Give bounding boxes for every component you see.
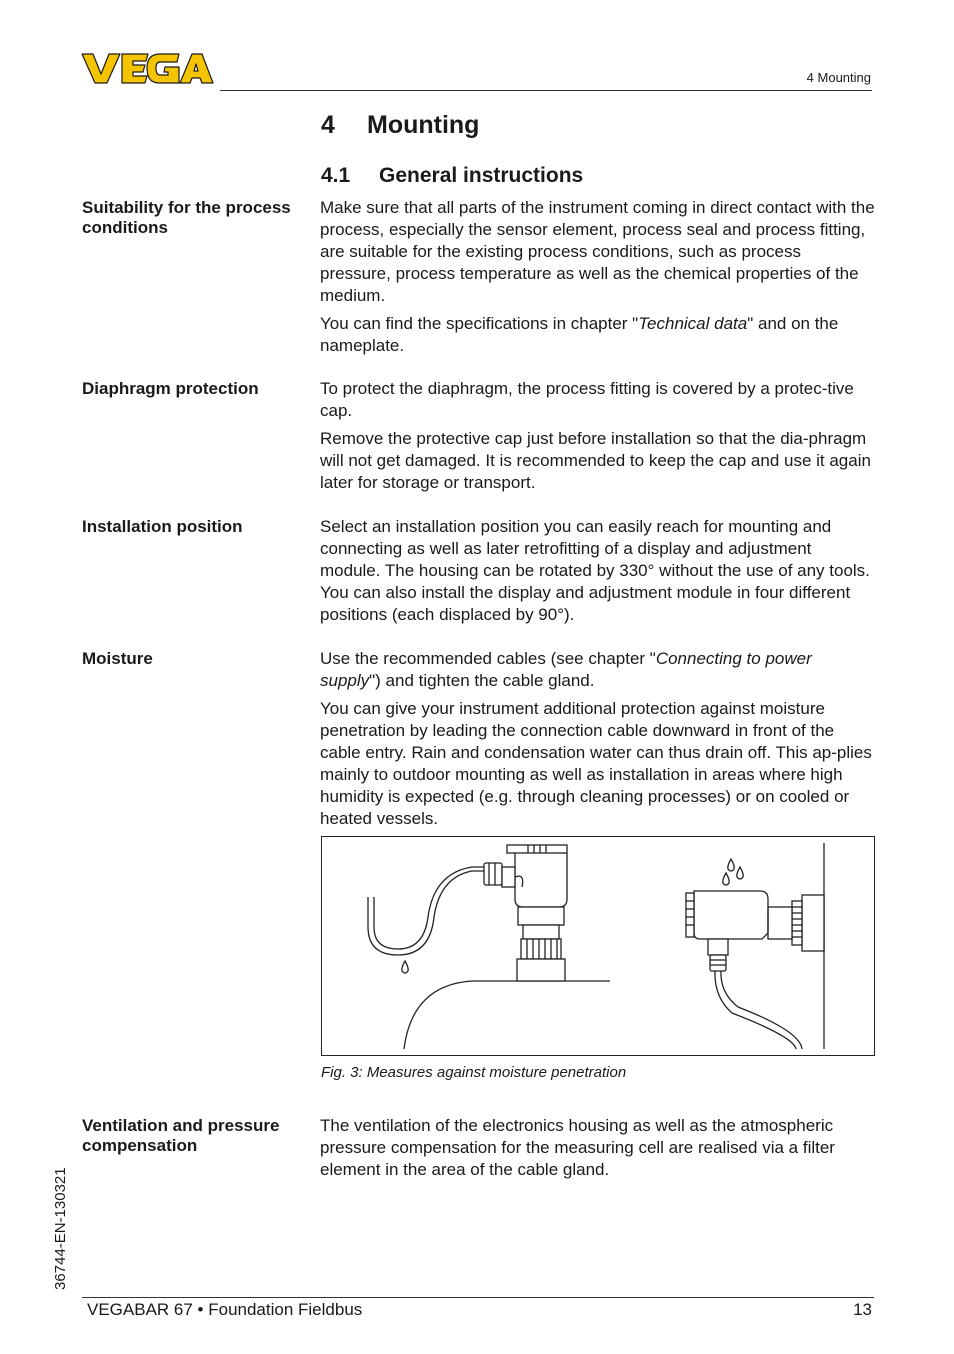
suitability-p1: Make sure that all parts of the instrument coming in direct contact with the process, especially the sensor element, process seal and process fitting, are suitable for the existing process conditions, such as process pressure, process temperature as well as the chemical properties of the medium. [320,198,875,305]
figure-caption: Fig. 3: Measures against moisture penetration [321,1064,627,1081]
installation-p1: Select an installation position you can easily reach for mounting and connecting as well as later retrofitting of a display and adjustment module. The housing can be rotated by 330° without the use of any tools. You can also install the display and adjustment module in four different positions (each displaced by 90°). [320,517,870,624]
section-heading [321,164,583,188]
moisture-p1: Use the recommended cables (see chapter "Connecting to power supply") and tighten the cable gland. [320,649,812,690]
section-number: 4.1 [321,164,351,187]
section-title: General instructions [379,164,584,187]
chapter-heading [321,111,479,140]
text-moisture [320,648,876,836]
header-divider [220,90,872,91]
diaphragm-p2: Remove the protective cap just before installation so that the dia-phragm will not get damaged. It is recommended to keep the cap and use it again later for storage or transport. [320,429,871,492]
header-section: 4 Mounting [806,70,871,85]
suitability-p2: You can find the specifications in chapter "Technical data" and on the nameplate. [320,314,839,355]
diaphragm-p1: To protect the diaphragm, the process fitting is covered by a protec-tive cap. [320,379,854,420]
moisture-p2: You can give your instrument additional protection against moisture penetration by leading the connection cable downward in front of the cable entry. Rain and condensation water can thus drain off. This ap-plies mainly to outdoor mounting as well as installation in areas where high humidity is expected (e.g. through cleaning processes) or on cooled or heated vessels. [320,699,872,828]
ventilation-p1: The ventilation of the electronics housing as well as the atmospheric pressure compensation for the measuring cell are realised via a filter element in the area of the cable gland. [320,1116,835,1179]
footer-divider [82,1297,874,1298]
page-number: 13 [853,1300,872,1319]
moisture-figure [321,836,875,1056]
label-installation: Installation position [82,517,243,536]
footer-product: VEGABAR 67 • Foundation Fieldbus [87,1300,363,1319]
label-moisture: Moisture [82,649,153,668]
label-ventilation: Ventilation and pressure compensation [82,1116,280,1155]
document-code: 36744-EN-130321 [52,1167,69,1290]
text-installation [320,516,876,632]
label-diaphragm: Diaphragm protection [82,379,259,398]
text-diaphragm [320,378,876,500]
chapter-number: 4 [321,111,335,139]
vega-logo [80,48,214,88]
text-suitability [320,197,876,363]
text-ventilation [320,1115,876,1187]
moisture-diagram [322,837,874,1055]
label-suitability: Suitability for the process conditions [82,198,291,237]
chapter-title: Mounting [367,111,480,139]
